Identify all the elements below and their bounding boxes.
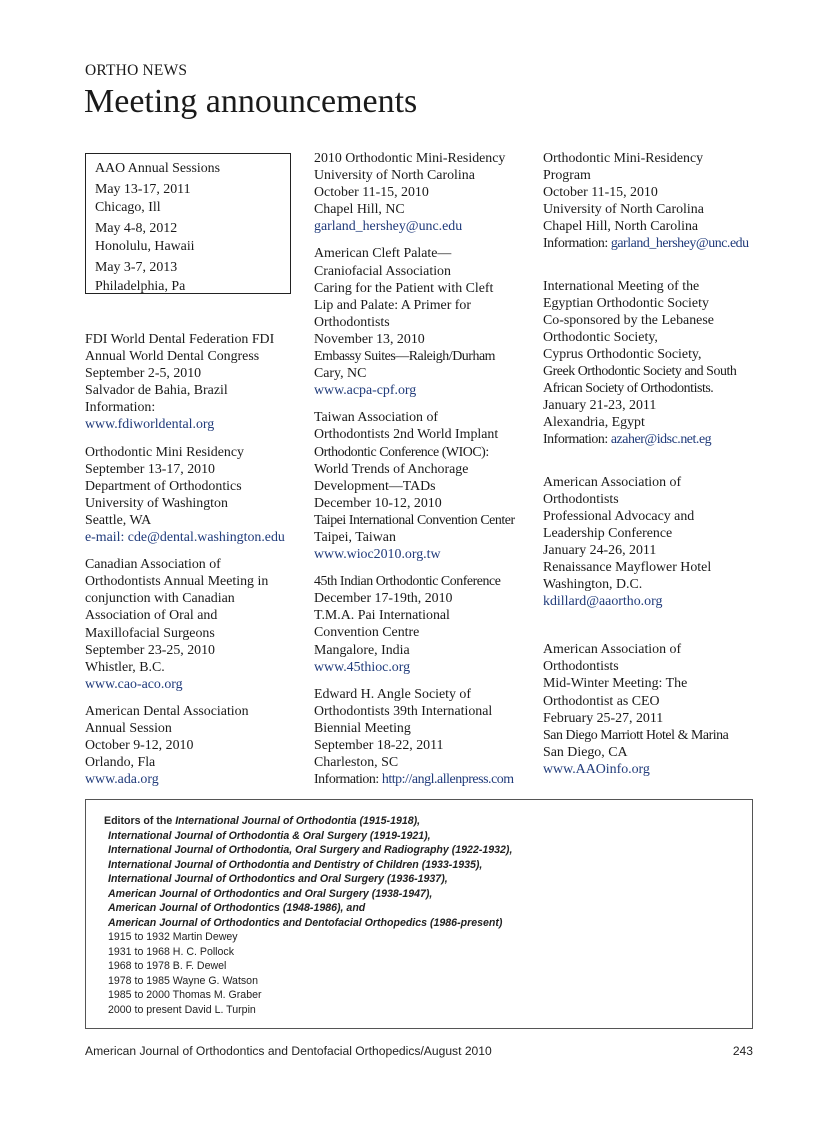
editors-box [85, 799, 753, 1029]
announcement-line: Development—TADs [314, 478, 436, 494]
announcement-line: University of North Carolina [314, 168, 475, 184]
aao-session-dates: May 4-8, 2012 [95, 220, 178, 236]
announcement-line: January 21-23, 2011 [543, 398, 657, 414]
journal-name: International Journal of Orthodontics and Oral Surgery (1936-1937), [108, 873, 448, 885]
announcement-line: International Meeting of the [543, 278, 700, 294]
announcement-line: Caring for the Patient with Cleft [314, 280, 494, 296]
meeting-announcement [543, 278, 773, 449]
meeting-announcement [314, 409, 534, 563]
announcement-line: African Society of Orthodontists. [543, 381, 714, 397]
announcement-line: Salvador de Bahia, Brazil [85, 383, 228, 399]
editor-tenure: 2000 to present David L. Turpin [108, 1003, 256, 1016]
announcement-contact [85, 529, 300, 546]
announcement-line: Mid-Winter Meeting: The [543, 676, 688, 692]
announcement-line: September 13-17, 2010 [85, 461, 216, 477]
journal-name: International Journal of Orthodontia (1915-1918), [175, 815, 421, 827]
announcement-line: December 17-19th, 2010 [314, 591, 453, 607]
announcement-line: American Dental Association [85, 703, 249, 719]
announcement-line: Association of Oral and [85, 608, 218, 624]
meeting-announcement [314, 573, 534, 676]
info-label: Information: [314, 772, 379, 788]
announcement-line: Egyptian Orthodontic Society [543, 295, 709, 311]
announcement-line: conjunction with Canadian [85, 591, 235, 607]
contact-link[interactable]: www.wioc2010.org.tw [314, 547, 441, 563]
announcement-line: September 18-22, 2011 [314, 738, 444, 753]
aao-box-heading: AAO Annual Sessions [95, 161, 221, 176]
announcement-line: American Cleft Palate— [314, 246, 452, 262]
column-3 [543, 150, 773, 788]
announcement-contact [314, 659, 534, 676]
info-label: Information: [543, 432, 608, 448]
announcement-line: Taipei, Taiwan [314, 529, 396, 545]
announcement-line: FDI World Dental Federation FDI [85, 332, 275, 347]
meeting-announcement [314, 150, 534, 235]
section-label: ORTHO NEWS [85, 62, 188, 79]
announcement-line: Orthodontists [543, 491, 619, 507]
announcement-line: Mangalore, India [314, 642, 410, 658]
announcement-contact [543, 593, 773, 610]
announcement-line: January 24-26, 2011 [543, 542, 657, 558]
announcement-line: Seattle, WA [85, 512, 152, 528]
announcement-line: Program [543, 168, 591, 184]
editor-tenure: 1915 to 1932 Martin Dewey [108, 931, 238, 943]
announcement-line: Lip and Palate: A Primer for [314, 297, 472, 313]
announcement-line: Whistler, B.C. [85, 659, 165, 675]
announcement-line: Chapel Hill, NC [314, 202, 405, 218]
announcement-line: Cary, NC [314, 366, 367, 382]
announcement-line: Orthodontic Conference (WIOC): [314, 444, 489, 460]
announcement-contact [85, 771, 300, 788]
meeting-announcement [543, 641, 773, 778]
meeting-announcement [85, 331, 300, 434]
announcement-line: Orthodontists Annual Meeting in [85, 574, 269, 590]
announcement-line: University of Washington [85, 495, 228, 511]
journal-name: American Journal of Orthodontics and Dentofacial Orthopedics (1986-present) [108, 916, 503, 929]
announcement-line: Annual Session [85, 720, 172, 736]
meeting-announcement [543, 474, 773, 611]
aao-session-dates: May 3-7, 2013 [95, 259, 178, 275]
meeting-announcement [85, 556, 300, 693]
announcement-line: Orthodontic Mini-Residency [543, 151, 704, 166]
announcement-line: Greek Orthodontic Society and South [543, 364, 737, 380]
contact-link[interactable]: kdillard@aaortho.org [543, 594, 663, 610]
announcement-line: World Trends of Anchorage [314, 461, 469, 477]
meeting-announcement [314, 245, 534, 399]
announcement-line: Renaissance Mayflower Hotel [543, 559, 712, 575]
announcement-line: Cyprus Orthodontic Society, [543, 346, 702, 362]
announcement-line: Alexandria, Egypt [543, 415, 645, 431]
editor-tenure: 1931 to 1968 H. C. Pollock [108, 945, 235, 958]
announcement-line: Professional Advocacy and [543, 508, 695, 524]
page-title: Meeting announcements [84, 83, 418, 120]
announcement-line: Edward H. Angle Society of [314, 686, 472, 702]
announcement-line: 45th Indian Orthodontic Conference [314, 574, 501, 590]
contact-link[interactable]: www.acpa-cpf.org [314, 383, 417, 399]
announcement-line: Orthodontists [314, 314, 390, 330]
editor-tenure: 1968 to 1978 B. F. Dewel [108, 960, 227, 972]
contact-link[interactable]: www.AAOinfo.org [543, 761, 650, 777]
announcement-line: 2010 Orthodontic Mini-Residency [314, 151, 506, 166]
contact-link[interactable]: www.45thioc.org [314, 659, 411, 675]
announcement-line: T.M.A. Pai International [314, 608, 450, 624]
meeting-announcement [85, 444, 300, 547]
journal-name: International Journal of Orthodontia, Oral Surgery and Radiography (1922-1932), [108, 844, 513, 856]
column-2 [314, 150, 534, 798]
announcement-line: University of North Carolina [543, 202, 704, 218]
page-footer [85, 1044, 753, 1058]
contact-link[interactable]: www.fdiworldental.org [85, 417, 215, 433]
announcement-line: December 10-12, 2010 [314, 495, 442, 511]
journal-name: American Journal of Orthodontics (1948-1986), and [108, 902, 366, 914]
editor-tenure: 1985 to 2000 Thomas M. Graber [108, 989, 262, 1001]
announcement-contact [314, 771, 534, 788]
contact-link[interactable]: www.cao-aco.org [85, 676, 183, 692]
footer-journal-title: American Journal of Orthodontics and Dentofacial Orthopedics/August 2010 [85, 1044, 492, 1058]
announcement-line: Maxillofacial Surgeons [85, 625, 215, 641]
announcement-line: Orthodontists 39th International [314, 703, 493, 719]
contact-link[interactable]: garland_hershey@unc.edu [314, 219, 463, 235]
contact-link[interactable]: www.ada.org [85, 772, 159, 788]
meeting-announcement [85, 703, 300, 788]
announcement-line: Orthodontist as CEO [543, 693, 660, 709]
meeting-announcement [543, 150, 773, 253]
aao-session-place: Honolulu, Hawaii [95, 239, 195, 255]
announcement-contact [314, 382, 534, 399]
journal-name: International Journal of Orthodontia and Dentistry of Children (1933-1935), [108, 858, 483, 871]
announcement-line: Taiwan Association of [314, 410, 439, 426]
journal-name: International Journal of Orthodontia & Oral Surgery (1919-1921), [108, 829, 431, 842]
announcement-line: American Association of [543, 642, 682, 658]
contact-link[interactable]: azaher@idsc.net.eg [610, 432, 712, 448]
announcement-line: September 2-5, 2010 [85, 366, 202, 382]
announcement-contact [543, 431, 773, 448]
announcement-line: September 23-25, 2010 [85, 642, 216, 658]
announcement-line: November 13, 2010 [314, 331, 425, 347]
announcement-line: Information: [85, 400, 156, 416]
announcement-line: Orthodontists [543, 659, 619, 675]
announcement-line: October 11-15, 2010 [314, 185, 429, 201]
announcement-contact [543, 761, 773, 778]
aao-sessions-box [85, 153, 291, 294]
announcement-contact [85, 676, 300, 693]
announcement-contact [314, 218, 534, 235]
editors-intro: Editors of the [104, 815, 173, 827]
editor-tenure: 1978 to 1985 Wayne G. Watson [108, 974, 258, 987]
aao-session-place: Philadelphia, Pa [95, 278, 186, 294]
announcement-line: Washington, D.C. [543, 577, 643, 593]
announcement-line: American Association of [543, 474, 682, 490]
announcement-contact [314, 546, 534, 563]
announcement-line: February 25-27, 2011 [543, 710, 664, 726]
announcement-line: Department of Orthodontics [85, 478, 242, 494]
announcement-line: Orthodontic Mini Residency [85, 444, 244, 460]
announcement-line: Orlando, Fla [85, 755, 156, 771]
announcement-line: San Diego, CA [543, 744, 628, 760]
announcement-line: Leadership Conference [543, 525, 673, 541]
announcement-line: Canadian Association of [85, 557, 221, 573]
announcement-line: Charleston, SC [314, 755, 399, 771]
announcement-line: Craniofacial Association [314, 263, 451, 279]
announcement-line: Annual World Dental Congress [85, 349, 260, 365]
column-1 [85, 331, 300, 798]
announcement-line: Taipei International Convention Center [314, 512, 515, 528]
announcement-line: Embassy Suites—Raleigh/Durham [314, 349, 496, 365]
announcement-line: San Diego Marriott Hotel & Marina [543, 727, 729, 743]
info-label: Information: [543, 236, 608, 252]
announcement-contact [85, 416, 300, 433]
announcement-line: October 9-12, 2010 [85, 738, 194, 754]
announcement-line: Orthodontic Society, [543, 329, 658, 345]
announcement-line: Biennial Meeting [314, 720, 411, 736]
contact-link[interactable]: garland_hershey@unc.edu [610, 236, 749, 252]
aao-session-place: Chicago, Ill [95, 200, 161, 216]
page-number: 243 [732, 1044, 753, 1058]
announcement-line: Convention Centre [314, 625, 420, 641]
contact-link[interactable]: http://angl.allenpress.com [381, 772, 514, 788]
announcement-contact [543, 235, 773, 252]
announcement-line: Co-sponsored by the Lebanese [543, 312, 714, 328]
announcement-line: Chapel Hill, North Carolina [543, 219, 699, 235]
journal-name: American Journal of Orthodontics and Oral Surgery (1938-1947), [108, 887, 433, 900]
announcement-line: October 11-15, 2010 [543, 185, 658, 201]
announcement-line: Orthodontists 2nd World Implant [314, 427, 499, 443]
meeting-announcement [314, 686, 534, 789]
aao-session-dates: May 13-17, 2011 [95, 181, 191, 197]
editors-heading [104, 814, 734, 829]
contact-link[interactable]: e-mail: cde@dental.washington.edu [85, 530, 285, 546]
